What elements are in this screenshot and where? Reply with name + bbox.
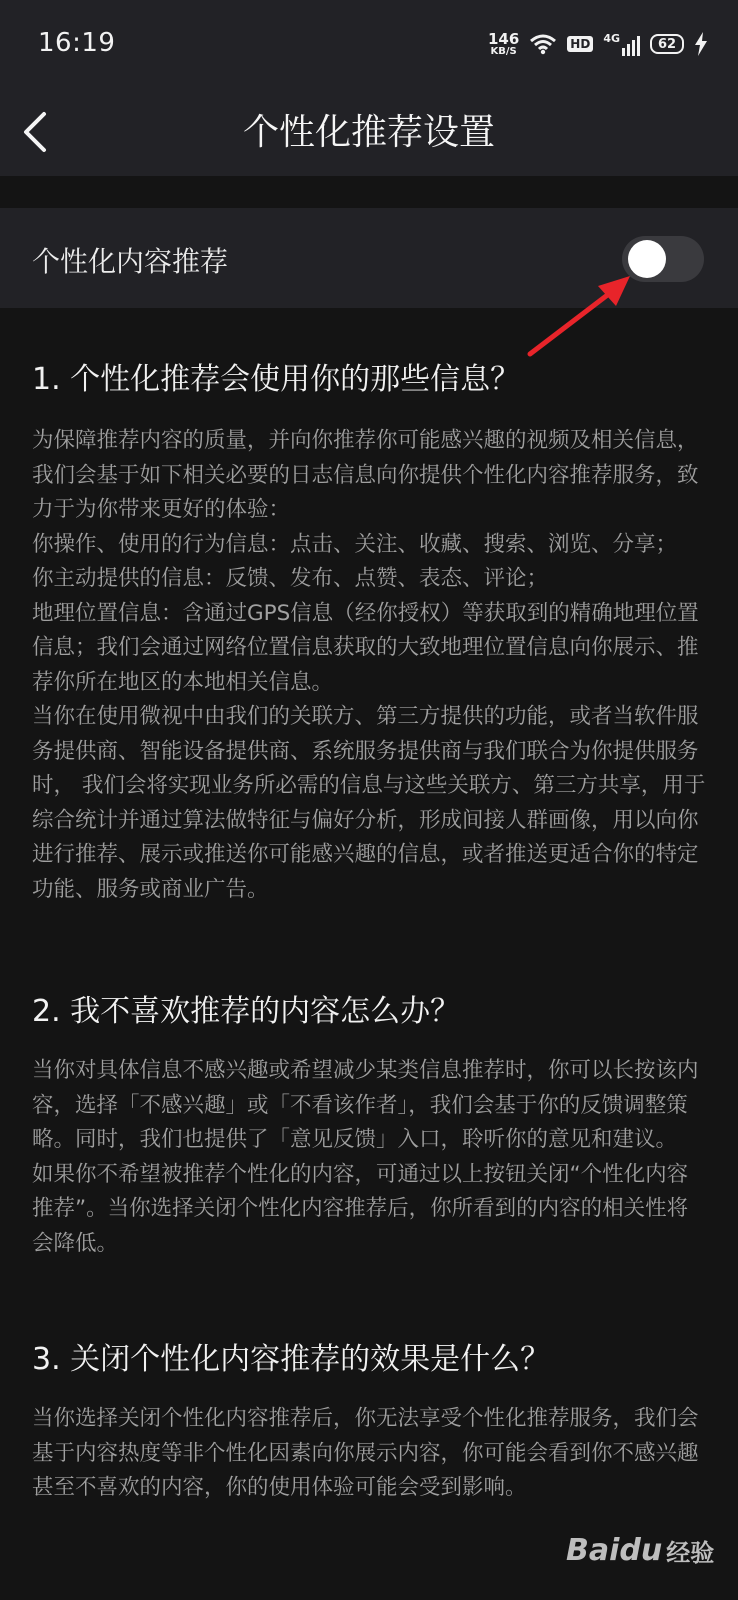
wifi-icon bbox=[529, 33, 557, 55]
red-arrow-annotation bbox=[520, 268, 660, 368]
section-1-paragraph: 地理位置信息：含通过GPS信息（经你授权）等获取到的精确地理位置信息；我们会通过网络位置信息获取的大致地理位置信息向你展示、推荐你所在地区的本地相关信息。 bbox=[32, 600, 699, 695]
battery-icon bbox=[650, 34, 684, 54]
charging-icon bbox=[694, 32, 708, 56]
network-speed-value: 146 bbox=[487, 29, 520, 48]
section-2-body bbox=[32, 1054, 706, 1261]
section-1-paragraph: 你主动提供的信息：反馈、发布、点赞、表态、评论； bbox=[32, 566, 549, 591]
section-1-body bbox=[32, 424, 706, 907]
network-speed-unit: KB/S bbox=[490, 45, 517, 57]
signal-icon bbox=[603, 32, 640, 56]
status-time: 16:19 bbox=[38, 28, 116, 58]
baidu-watermark bbox=[566, 1520, 714, 1580]
section-1-heading: 1. 个性化推荐会使用你的那些信息？ bbox=[32, 362, 521, 397]
section-1-paragraph: 你操作、使用的行为信息：点击、关注、收藏、搜索、浏览、分享； bbox=[32, 531, 678, 557]
network-speed bbox=[487, 29, 520, 57]
page-title: 个性化推荐设置 bbox=[242, 112, 495, 153]
signal-label: 4G bbox=[603, 32, 620, 45]
watermark-suffix: 经验 bbox=[666, 1538, 715, 1567]
battery-level: 62 bbox=[657, 36, 677, 52]
section-2-paragraph: 当你对具体信息不感兴趣或希望减少某类信息推荐时，你可以长按该内容，选择「不感兴趣」或「不看该作者」，我们会基于你的反馈调整策略。同时，我们也提供了「意见反馈」入口，聆听你的意见和建议。 bbox=[32, 1058, 699, 1152]
setting-label: 个性化内容推荐 bbox=[32, 245, 229, 278]
section-3-heading: 3. 关闭个性化内容推荐的效果是什么？ bbox=[32, 1342, 551, 1377]
section-1-paragraph: 为保障推荐内容的质量，并向你推荐你可能感兴趣的视频及相关信息，我们会基于如下相关必要的日志信息向你提供个性化内容推荐服务，致力于为你带来更好的体验： bbox=[32, 428, 699, 522]
section-3-paragraph: 当你选择关闭个性化内容推荐后，你无法享受个性化推荐服务，我们会基于内容热度等非个性化因素向你展示内容，你可能会看到你不感兴趣甚至不喜欢的内容，你的使用体验可能会受到影响。 bbox=[32, 1406, 699, 1500]
section-2-heading: 2. 我不喜欢推荐的内容怎么办？ bbox=[32, 994, 461, 1029]
navigation-bar bbox=[0, 90, 738, 176]
section-2-paragraph: 如果你不希望被推荐个性化的内容，可通过以上按钮关闭“个性化内容推荐”。当你选择关闭个性化内容推荐后，你所看到的内容的相关性将会降低。 bbox=[32, 1161, 689, 1256]
watermark-brand: Baidu bbox=[566, 1532, 663, 1568]
hd-badge: HD bbox=[567, 36, 593, 52]
section-3-body bbox=[32, 1402, 706, 1506]
status-bar bbox=[0, 0, 738, 90]
section-1-paragraph: 当你在使用微视中由我们的关联方、第三方提供的功能，或者当软件服务提供商、智能设备提供商、系统服务提供商与我们联合为你提供服务时， 我们会将实现业务所必需的信息与这些关联方、第三方共享，用于综合统计并通过算法做特征与偏好分析，形成间接人群画像，用以向你进行推荐、展示或推送你可能感兴趣的信息，或者推送更适合你的特定功能、服务或商业广告。 bbox=[32, 704, 706, 902]
status-icons bbox=[488, 28, 708, 60]
